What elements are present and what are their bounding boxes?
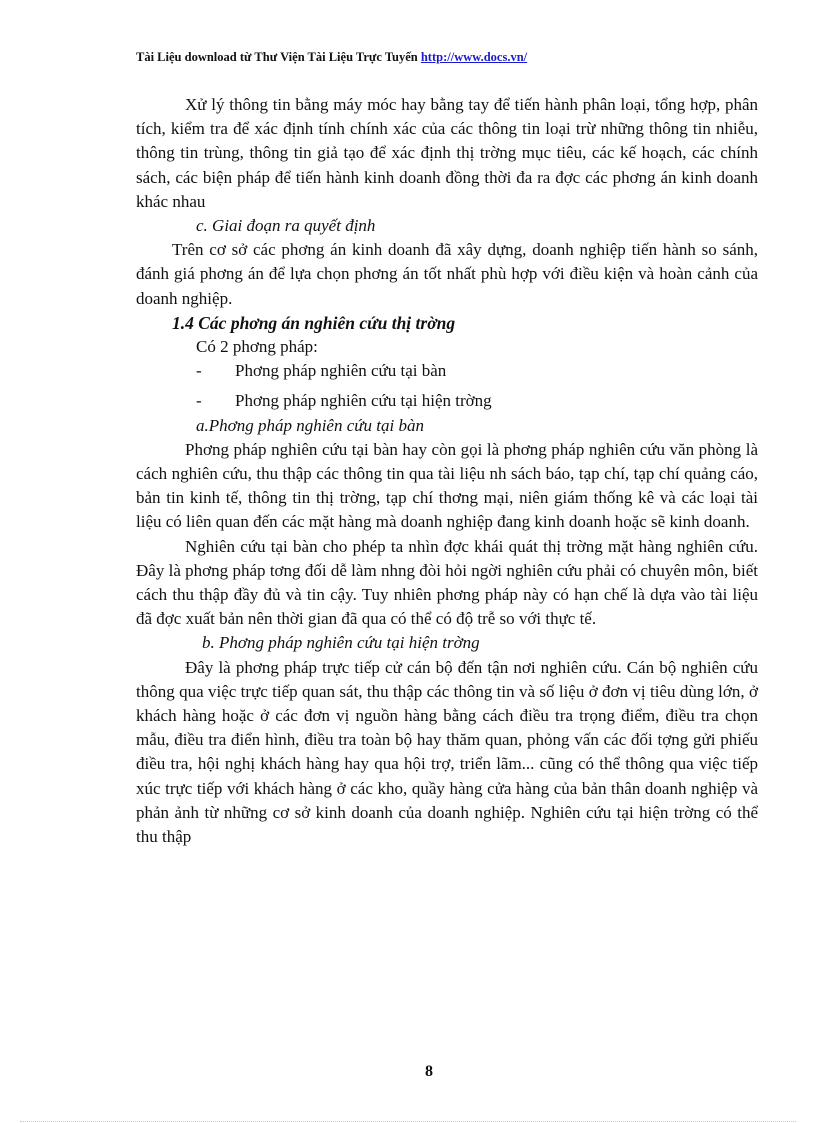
paragraph-decision: Trên cơ sở các phơng án kinh doanh đã xây dựng, doanh nghiệp tiến hành so sánh, đánh giá phơng án để lựa chọn phơng án tốt nhất phù hợp với điều kiện và hoàn cảnh của doanh nghiệp.: [136, 240, 758, 308]
bullet-mark: -: [196, 391, 202, 411]
paragraph-processing: Xử lý thông tin bằng máy móc hay bằng tay để tiến hành phân loại, tổng hợp, phân tích, kiểm tra để xác định tính chính xác của các thông tin loại trừ những thông tin nhiễu, thông tin trùng, thông tin giả tạo để xác định thị trờng mục tiêu, các kế hoạch, các chính sách, các biện pháp để tiến hành kinh doanh đồng thời đa ra đợc các phơng án kinh doanh khác nhau: [136, 95, 758, 211]
bullet-text: Phơng pháp nghiên cứu tại bàn: [235, 361, 447, 381]
bullet-item: [136, 389, 758, 413]
paragraph-desk-research-eval: Nghiên cứu tại bàn cho phép ta nhìn đợc khái quát thị trờng mặt hàng nghiên cứu. Đây là phơng pháp tơng đối dễ làm nhng đòi hỏi ngời nghiên cứu phải có chuyên môn, biết cách thu thập đầy đủ và tin cậy. Tuy nhiên phơng pháp này có hạn chế là dựa vào tài liệu đã đợc xuất bản nên thời gian đã qua có thể có độ trễ so với thực tế.: [136, 536, 758, 629]
subheading-field-research: b. Phơng pháp nghiên cứu tại hiện trờng: [202, 633, 480, 653]
paragraph-desk-research: Phơng pháp nghiên cứu tại bàn hay còn gọi là phơng pháp nghiên cứu văn phòng là cách nghiên cứu, thu thập các thông tin qua tài liệu nh sách báo, tạp chí, tạp chí quảng cáo, bản tin kinh tế, thông tin thị trờng, tạp chí thơng mại, niên giám thống kê và các loại tài liệu có liên quan đến các mặt hàng mà doanh nghiệp đang kinh doanh hoặc sẽ kinh doanh.: [136, 439, 758, 532]
bullet-item: [136, 359, 758, 383]
bullet-mark: -: [196, 361, 202, 381]
section-title: 1.4 Các phơng án nghiên cứu thị trờng: [172, 312, 456, 333]
methods-intro: Có 2 phơng pháp:: [196, 337, 318, 357]
bullet-text: Phơng pháp nghiên cứu tại hiện trờng: [235, 391, 492, 411]
subheading-decision-stage: c. Giai đoạn ra quyết định: [196, 216, 376, 236]
subheading-desk-research: a.Phơng pháp nghiên cứu tại bàn: [196, 415, 424, 435]
header-text: Tài Liệu download từ Thư Viện Tài Liệu Trực Tuyến: [136, 50, 421, 64]
page-number: 8: [425, 1063, 433, 1080]
document-body: [136, 93, 758, 849]
page-header: [136, 50, 696, 65]
paragraph-field-research: Đây là phơng pháp trực tiếp cử cán bộ đến tận nơi nghiên cứu. Cán bộ nghiên cứu thông qua việc trực tiếp quan sát, thu thập các thông tin và số liệu ở đơn vị tiêu dùng lớn, ở khách hàng hoặc ở các đơn vị nguồn hàng bằng cách điều tra trọng điểm, điều tra chọn mẫu, điều tra điển hình, điều tra toàn bộ hay thăm quan, phỏng vấn các đối tợng gửi phiếu điều tra, hội nghị khách hàng hay qua hội trợ, triển lãm... cũng có thể thông qua việc tiếp xúc trực tiếp với khách hàng ở các kho, quầy hàng cửa hàng của bản thân doanh nghiệp và phản ảnh từ những cơ sở kinh doanh của doanh nghiệp. Nghiên cứu tại hiện trờng có thể thu thập: [136, 657, 758, 847]
page-divider: [20, 1121, 796, 1122]
header-link[interactable]: http://www.docs.vn/: [420, 50, 528, 64]
